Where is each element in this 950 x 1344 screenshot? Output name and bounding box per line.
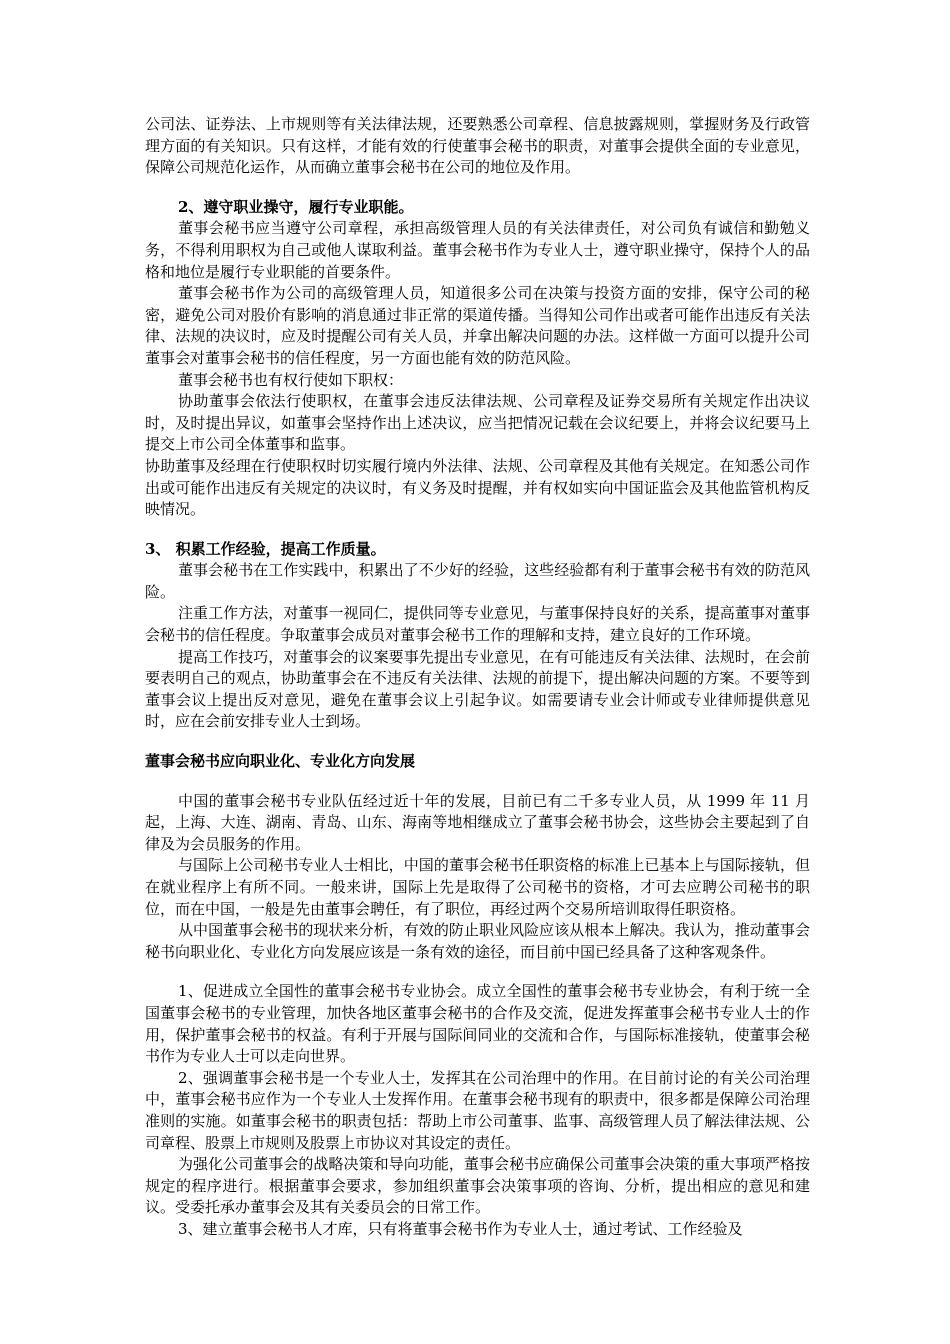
paragraph: 董事会秘书作为公司的高级管理人员，知道很多公司在决策与投资方面的安排，保守公司的秘密，避免公司对股价有影响的消息通过非正常的渠道传播。当得知公司作出或者可能作出违反有关法律、法规的决议时，应及时提醒公司有关人员，并拿出解决问题的办法。这样做一方面可以提升公司董事会对董事会秘书的信任程度，另一方面也能有效的防范风险。 xyxy=(145,284,810,367)
paragraph: 为强化公司董事会的战略决策和导向功能，董事会秘书应确保公司董事会决策的重大事项严格按规定的程序进行。根据董事会要求，参加组织董事会决策事项的咨询、分析，提出相应的意见和建议。受委托承办董事会及其有关委员会的日常工作。 xyxy=(145,1155,810,1217)
paragraph: 3、建立董事会秘书人才库，只有将董事会秘书作为专业人士，通过考试、工作经验及 xyxy=(178,1219,743,1238)
paragraph: 从中国董事会秘书的现状来分析，有效的防止职业风险应该从根本上解决。我认为，推动董事会秘书向职业化、专业化方向发展应该是一条有效的途径，而目前中国已经具备了这种客观条件。 xyxy=(145,921,810,961)
paragraph: 公司法、证券法、上市规则等有关法律法规，还要熟悉公司章程、信息披露规则，掌握财务及行政管理方面的有关知识。只有这样，才能有效的行使董事会秘书的职责，对董事会提供全面的专业意见，保障公司规范化运作，从而确立董事会秘书在公司的地位及作用。 xyxy=(145,115,810,177)
section-heading: 3、 积累工作经验，提高工作质量。 xyxy=(145,539,386,558)
paragraph: 注重工作方法，对董事一视同仁，提供同等专业意见，与董事保持良好的关系，提高董事对董事会秘书的信任程度。争取董事会成员对董事会秘书工作的理解和支持，建立良好的工作环境。 xyxy=(145,604,810,645)
paragraph: 2、强调董事会秘书是一个专业人士，发挥其在公司治理中的作用。在目前讨论的有关公司治理中，董事会秘书应作为一个专业人士发挥作用。在董事会秘书现有的职责中，很多都是保障公司治理准则的实施。如董事会秘书的职责包括：帮助上市公司董事、监事、高级管理人员了解法律法规、公司章程、股票上市规则及股票上市协议对其设定的责任。 xyxy=(145,1068,810,1152)
paragraph: 与国际上公司秘书专业人士相比，中国的董事会秘书任职资格的标准上已基本上与国际接轨，但在就业程序上有所不同。一般来讲，国际上先是取得了公司秘书的资格，才可去应聘公司秘书的职位，而在中国，一般是先由董事会聘任，有了职位，再经过两个交易所培训取得任职资格。 xyxy=(145,856,810,918)
paragraph: 中国的董事会秘书专业队伍经过近十年的发展，目前已有二千多专业人员，从 1999 年 11 月起，上海、大连、湖南、青岛、山东、海南等地相继成立了董事会秘书协会，这些协会主要起到了自律及为会员服务的作用。 xyxy=(145,791,810,853)
paragraph: 1、促进成立全国性的董事会秘书专业协会。成立全国性的董事会秘书专业协会，有利于统一全国董事会秘书的专业管理，加快各地区董事会秘书的合作及交流，促进发挥董事会秘书专业人士的作用，保护董事会秘书的权益。有利于开展与国际间同业的交流和合作，与国际标准接轨，使董事会秘书作为专业人士可以走向世界。 xyxy=(145,982,810,1066)
paragraph: 提高工作技巧，对董事会的议案要事先提出专业意见，在有可能违反有关法律、法规时，在会前要表明自己的观点，协助董事会在不违反有关法律、法规的前提下，提出解决问题的方案。不要等到董事会议上提出反对意见，避免在董事会议上引起争议。如需要请专业会计师或专业律师提供意见时，应在会前安排专业人士到场。 xyxy=(145,647,810,731)
section-heading: 2、遵守职业操守，履行专业职能。 xyxy=(178,197,414,216)
paragraph: 董事会秘书在工作实践中，积累出了不少好的经验，这些经验都有利于董事会秘书有效的防范风险。 xyxy=(145,561,810,601)
chapter-title: 董事会秘书应向职业化、专业化方向发展 xyxy=(145,752,416,771)
document-page xyxy=(145,114,810,1241)
paragraph: 董事会秘书也有权行使如下职权： xyxy=(178,370,404,389)
paragraph: 协助董事会依法行使职权，在董事会违反法律法规、公司章程及证券交易所有关规定作出决议时，及时提出异议，如董事会坚持作出上述决议，应当把情况记载在会议纪要上，并将会议纪要马上提交上市公司全体董事和监事。 xyxy=(145,392,810,454)
paragraph: 董事会秘书应当遵守公司章程，承担高级管理人员的有关法律责任，对公司负有诚信和勤勉义务，不得利用职权为自己或他人谋取利益。董事会秘书作为专业人士，遵守职业操守，保持个人的品格和地位是履行专业职能的首要条件。 xyxy=(145,219,810,281)
paragraph: 协助董事及经理在行使职权时切实履行境内外法律、法规、公司章程及其他有关规定。在知悉公司作出或可能作出违反有关规定的决议时，有义务及时提醒，并有权如实向中国证监会及其他监管机构反映情况。 xyxy=(145,456,810,519)
